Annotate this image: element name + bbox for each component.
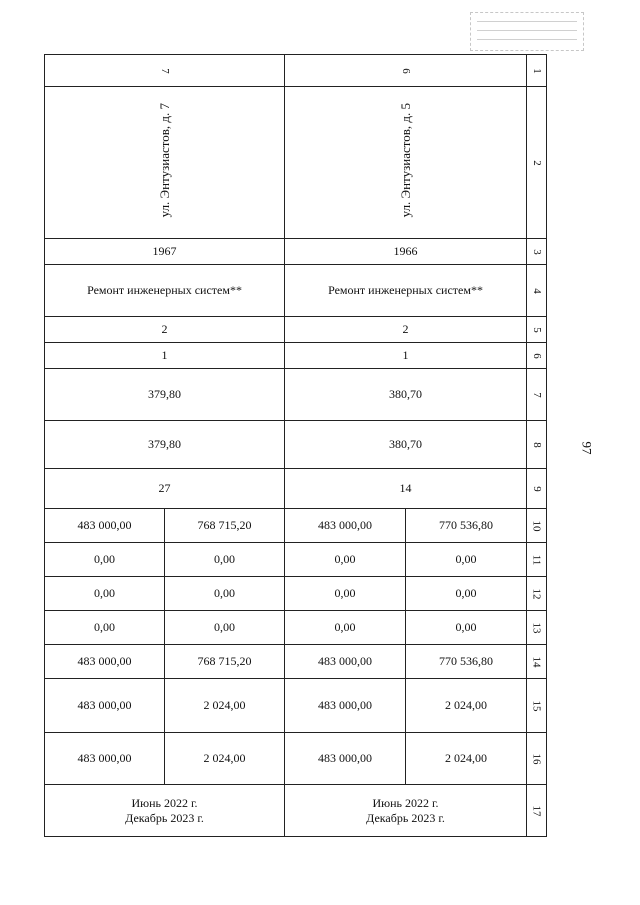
house-address: ул. Энтузиастов, д. 5 (397, 103, 413, 218)
row-number: 5 (530, 326, 543, 333)
row-number: 11 (530, 554, 543, 565)
row-number: 10 (530, 520, 543, 531)
row-number: 9 (530, 485, 543, 492)
table-cell: 0,00 (406, 611, 527, 645)
row-number: 7 (530, 391, 543, 398)
period-start: Июнь 2022 г. (131, 795, 198, 810)
construction-year: 1967 (45, 239, 285, 265)
table-cell: 768 715,20 (165, 509, 285, 543)
table-row (45, 577, 547, 611)
row-number: 1 (530, 67, 543, 74)
row-number: 17 (530, 805, 543, 816)
table-cell: 14 (285, 469, 527, 509)
table-cell: 2 (285, 317, 527, 343)
table-cell: 0,00 (165, 611, 285, 645)
work-type: Ремонт инженерных систем** (45, 265, 285, 317)
table-cell: 0,00 (165, 577, 285, 611)
table-cell: 379,80 (45, 369, 285, 421)
construction-year: 1966 (285, 239, 527, 265)
table-row (45, 343, 547, 369)
table-row (45, 239, 547, 265)
table-cell: 380,70 (285, 369, 527, 421)
registration-stamp (470, 12, 584, 51)
table-row (45, 87, 547, 239)
table-row (45, 469, 547, 509)
table-row (45, 421, 547, 469)
row-number: 14 (530, 656, 543, 667)
period-start: Июнь 2022 г. (372, 795, 439, 810)
table-cell: 0,00 (285, 543, 406, 577)
table-cell: 2 (45, 317, 285, 343)
table-row (45, 265, 547, 317)
table-cell: 483 000,00 (45, 733, 165, 785)
table-cell: 770 536,80 (406, 645, 527, 679)
table-row (45, 543, 547, 577)
table-cell: 27 (45, 469, 285, 509)
row-number: 6 (530, 352, 543, 359)
table-cell: 2 024,00 (165, 733, 285, 785)
house-address: ул. Энтузиастов, д. 7 (156, 103, 172, 218)
row-number: 8 (530, 441, 543, 448)
table-cell: 380,70 (285, 421, 527, 469)
table-cell: 2 024,00 (406, 733, 527, 785)
table-row (45, 785, 547, 837)
table-row (45, 55, 547, 87)
period-end: Декабрь 2023 г. (366, 810, 445, 825)
table-cell: 2 024,00 (406, 679, 527, 733)
table-cell: 1 (285, 343, 527, 369)
table-cell: 0,00 (406, 543, 527, 577)
row-number: 12 (530, 588, 543, 599)
work-period (285, 785, 527, 837)
table-cell: 2 024,00 (165, 679, 285, 733)
table-cell: 483 000,00 (45, 679, 165, 733)
table-cell: 0,00 (45, 577, 165, 611)
table-cell: 483 000,00 (285, 509, 406, 543)
table-cell: 770 536,80 (406, 509, 527, 543)
table-row (45, 645, 547, 679)
table-cell: 483 000,00 (285, 679, 406, 733)
table-cell: 0,00 (165, 543, 285, 577)
table-cell: 0,00 (285, 577, 406, 611)
table-cell: 1 (45, 343, 285, 369)
housing-repair-table (44, 54, 547, 837)
period-end: Декабрь 2023 г. (125, 810, 204, 825)
table-cell: 483 000,00 (45, 509, 165, 543)
table-row (45, 611, 547, 645)
row-number: 4 (530, 287, 543, 294)
table-row (45, 509, 547, 543)
table-cell: 483 000,00 (45, 645, 165, 679)
column-index-label: 7 (158, 67, 171, 74)
work-period (45, 785, 285, 837)
table-cell: 483 000,00 (285, 645, 406, 679)
table-cell: 0,00 (406, 577, 527, 611)
work-type: Ремонт инженерных систем** (285, 265, 527, 317)
table-row (45, 369, 547, 421)
table-row (45, 317, 547, 343)
row-number: 13 (530, 622, 543, 633)
row-number: 16 (530, 753, 543, 764)
table-cell: 0,00 (45, 611, 165, 645)
row-number: 3 (530, 248, 543, 255)
table-cell: 0,00 (45, 543, 165, 577)
table-row (45, 733, 547, 785)
table-cell: 379,80 (45, 421, 285, 469)
column-index-label: 6 (399, 67, 412, 74)
table-cell: 0,00 (285, 611, 406, 645)
table-cell: 768 715,20 (165, 645, 285, 679)
row-number: 15 (530, 700, 543, 711)
page-number: 97 (579, 441, 595, 455)
row-number: 2 (530, 159, 543, 166)
table-cell: 483 000,00 (285, 733, 406, 785)
table-row (45, 679, 547, 733)
